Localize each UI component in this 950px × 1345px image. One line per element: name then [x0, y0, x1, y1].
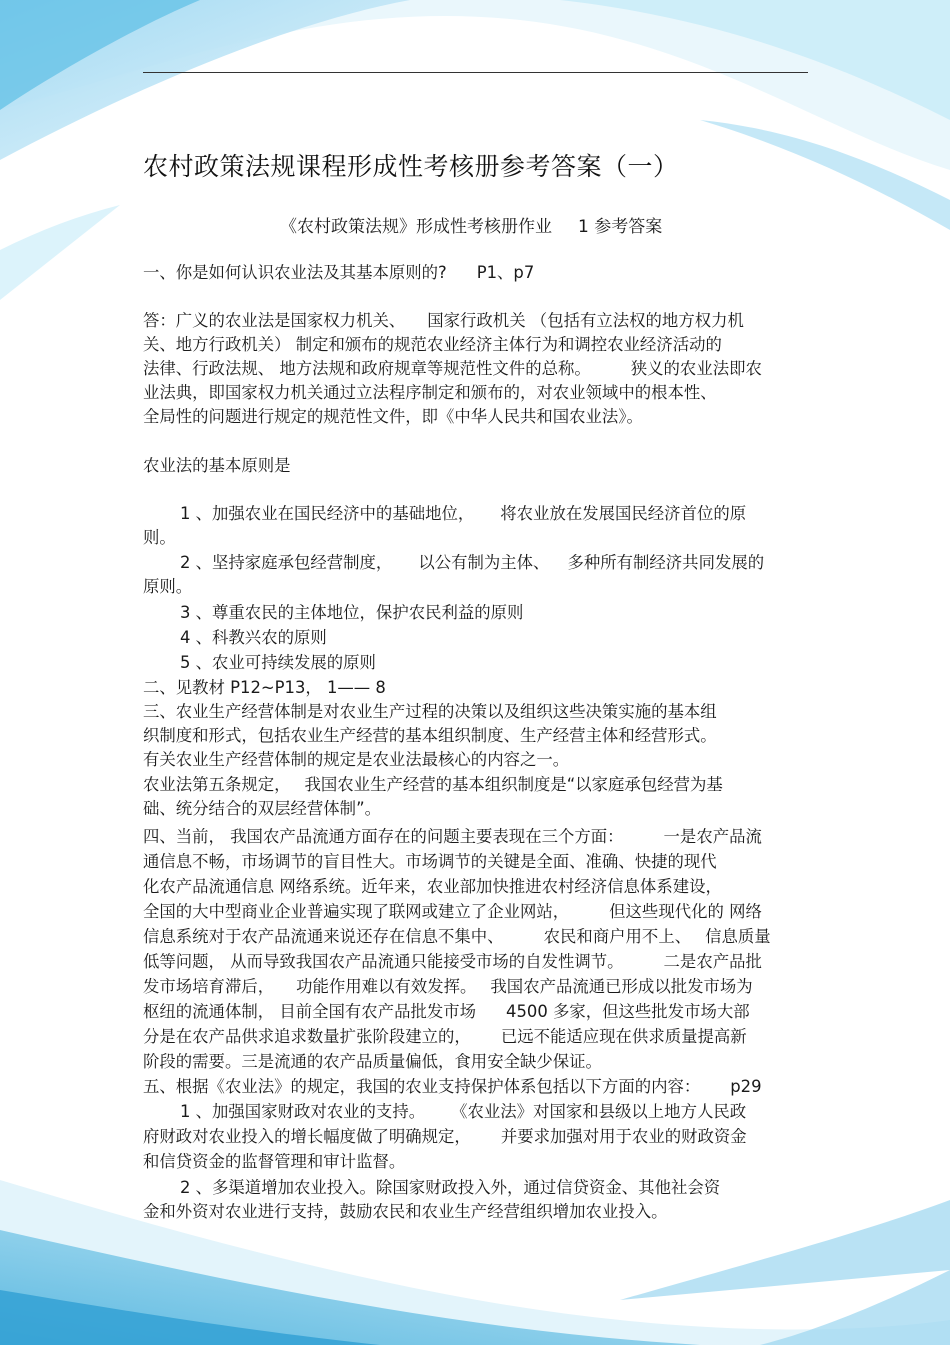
- answer-4-line: [143, 975, 753, 999]
- answer-4-text: 低等问题， 从而导致我国农产品流通只能接受市场的自发性调节。: [143, 952, 624, 971]
- answer-4-text: 枢纽的流通体制， 目前全国有农产品批发市场: [143, 1002, 477, 1021]
- principle-item: 5 、农业可持续发展的原则: [180, 653, 376, 672]
- document-title: 农村政策法规课程形成性考核册参考答案（一）: [143, 152, 679, 181]
- answer-4-line: [143, 825, 762, 849]
- principle-text: 2 、坚持家庭承包经营制度，: [180, 553, 393, 572]
- answer-5-line: [143, 1075, 762, 1099]
- answer-4-text: 但这些现代化的 网络: [609, 902, 762, 921]
- answer-3-line: 织制度和形式，包括农业生产经营的基本组织制度、生产经营主体和经营形式。: [143, 726, 717, 745]
- answer-4-text: 四、当前， 我国农产品流通方面存在的问题主要表现在三个方面：: [143, 827, 624, 846]
- answer-5-text: 并要求加强对用于农业的财政资金: [500, 1127, 747, 1146]
- question-2: 二、见教材 P12~P13， 1—— 8: [143, 678, 386, 697]
- answer-4-line: 化农产品流通信息 网络系统。近年来，农业部加快推进农村经济信息体系建设，: [143, 877, 722, 896]
- document-subtitle: [280, 212, 662, 237]
- answer-1-line: 业法典，即国家权力机关通过立法程序制定和颁布的，对农业领域中的根本性、: [143, 383, 717, 402]
- answer-1-text: 法律、行政法规、 地方法规和政府规章等规范性文件的总称。: [143, 359, 591, 378]
- answer-3-line: 础、统分结合的双层经营体制”。: [143, 799, 381, 818]
- answer-4-line: [143, 1025, 747, 1049]
- question-1-text: 一、你是如何认识农业法及其基本原则的?: [143, 263, 447, 282]
- answer-5-line: 和信贷资金的监督管理和审计监督。: [143, 1152, 406, 1171]
- answer-4-line: [143, 950, 762, 974]
- answer-3-text: 农业法第五条规定，: [143, 775, 291, 794]
- answer-3-line: 有关农业生产经营体制的规定是农业法最核心的内容之一。: [143, 750, 570, 769]
- principle-item-cont: 原则。: [143, 577, 193, 596]
- answer-4-line: 阶段的需要。三是流通的农产品质量偏低，食用安全缺少保证。: [143, 1052, 602, 1071]
- principles-heading: 农业法的基本原则是: [143, 456, 291, 475]
- subtitle-main: 《农村政策法规》形成性考核册作业: [280, 217, 552, 237]
- answer-5-line: [143, 1125, 747, 1149]
- answer-4-text: 信息质量: [705, 927, 771, 946]
- answer-5-text: 府财政对农业投入的增长幅度做了明确规定，: [143, 1127, 471, 1146]
- principle-text: 以公有制为主体、: [418, 553, 550, 572]
- answer-5-line: 金和外资对农业进行支持，鼓励农民和农业生产经营组织增加农业投入。: [143, 1202, 668, 1221]
- question-1-ref: P1、p7: [476, 263, 535, 282]
- answer-4-line: 通信息不畅，市场调节的盲目性大。市场调节的关键是全面、准确、快捷的现代: [143, 852, 717, 871]
- principle-text: 多种所有制经济共同发展的: [567, 553, 765, 572]
- answer-5-text: 《农业法》对国家和县级以上地方人民政: [451, 1102, 747, 1121]
- answer-3-text: 我国农业生产经营的基本组织制度是“以家庭承包经营为基: [304, 775, 723, 794]
- answer-5-text: 1 、加强国家财政对农业的支持。: [180, 1102, 426, 1121]
- answer-1-text: 答：广义的农业法是国家权力机关、: [143, 311, 406, 330]
- answer-4-line: [143, 900, 762, 924]
- answer-4-text: 农民和商户用不上、: [543, 927, 692, 946]
- answer-4-text: 我国农产品流通已形成以批发市场为: [490, 977, 753, 996]
- answer-1-text: 国家行政机关 （包括有立法权的地方权力机: [427, 311, 744, 330]
- answer-1-text: 狭义的农业法即农: [630, 359, 762, 378]
- answer-4-text: 信息系统对于农产品流通来说还存在信息不集中、: [143, 927, 504, 946]
- principle-item: [180, 502, 746, 526]
- answer-3-line: [143, 773, 723, 797]
- principle-item: [180, 551, 764, 575]
- principle-text: 将农业放在发展国民经济首位的原: [500, 504, 747, 523]
- principle-item-cont: 则。: [143, 528, 176, 547]
- principle-item: 4 、科教兴农的原则: [180, 628, 327, 647]
- answer-4-text: 全国的大中型商业企业普遍实现了联网或建立了企业网站，: [143, 902, 570, 921]
- answer-4-text: 分是在农产品供求追求数量扩张阶段建立的，: [143, 1027, 471, 1046]
- answer-4-text: 发市场培育滞后，: [143, 977, 275, 996]
- answer-3-line: 三、农业生产经营体制是对农业生产过程的决策以及组织这些决策实施的基本组: [143, 702, 717, 721]
- answer-4-text: 一是农产品流: [663, 827, 762, 846]
- answer-1-line: 关、地方行政机关） 制定和颁布的规范农业经济主体行为和调控农业经济活动的: [143, 335, 722, 354]
- answer-5-text: 五、根据《农业法》的规定，我国的农业支持保护体系包括以下方面的内容：: [143, 1077, 701, 1096]
- answer-1-line: 全局性的问题进行规定的规范性文件，即《中华人民共和国农业法》。: [143, 407, 643, 426]
- question-1: [143, 261, 534, 285]
- answer-4-text: 功能作用难以有效发挥。: [296, 977, 477, 996]
- answer-4-line: [143, 1000, 750, 1024]
- answer-4-text: 二是农产品批: [663, 952, 762, 971]
- answer-1-line: [143, 309, 744, 333]
- subtitle-suffix: 1 参考答案: [578, 217, 663, 237]
- answer-1-line: [143, 357, 762, 381]
- answer-5-line: 2 、多渠道增加农业投入。除国家财政投入外，通过信贷资金、其他社会资: [180, 1178, 721, 1197]
- answer-5-line: [180, 1100, 746, 1124]
- answer-4-text: 已远不能适应现在供求质量提高新: [500, 1027, 747, 1046]
- principle-text: 1 、加强农业在国民经济中的基础地位，: [180, 504, 475, 523]
- principle-item: 3 、尊重农民的主体地位，保护农民利益的原则: [180, 603, 524, 622]
- header-rule: [143, 72, 808, 73]
- answer-4-text: 4500 多家，但这些批发市场大部: [506, 1002, 750, 1021]
- answer-5-ref: p29: [730, 1077, 762, 1096]
- answer-4-line: [143, 925, 771, 949]
